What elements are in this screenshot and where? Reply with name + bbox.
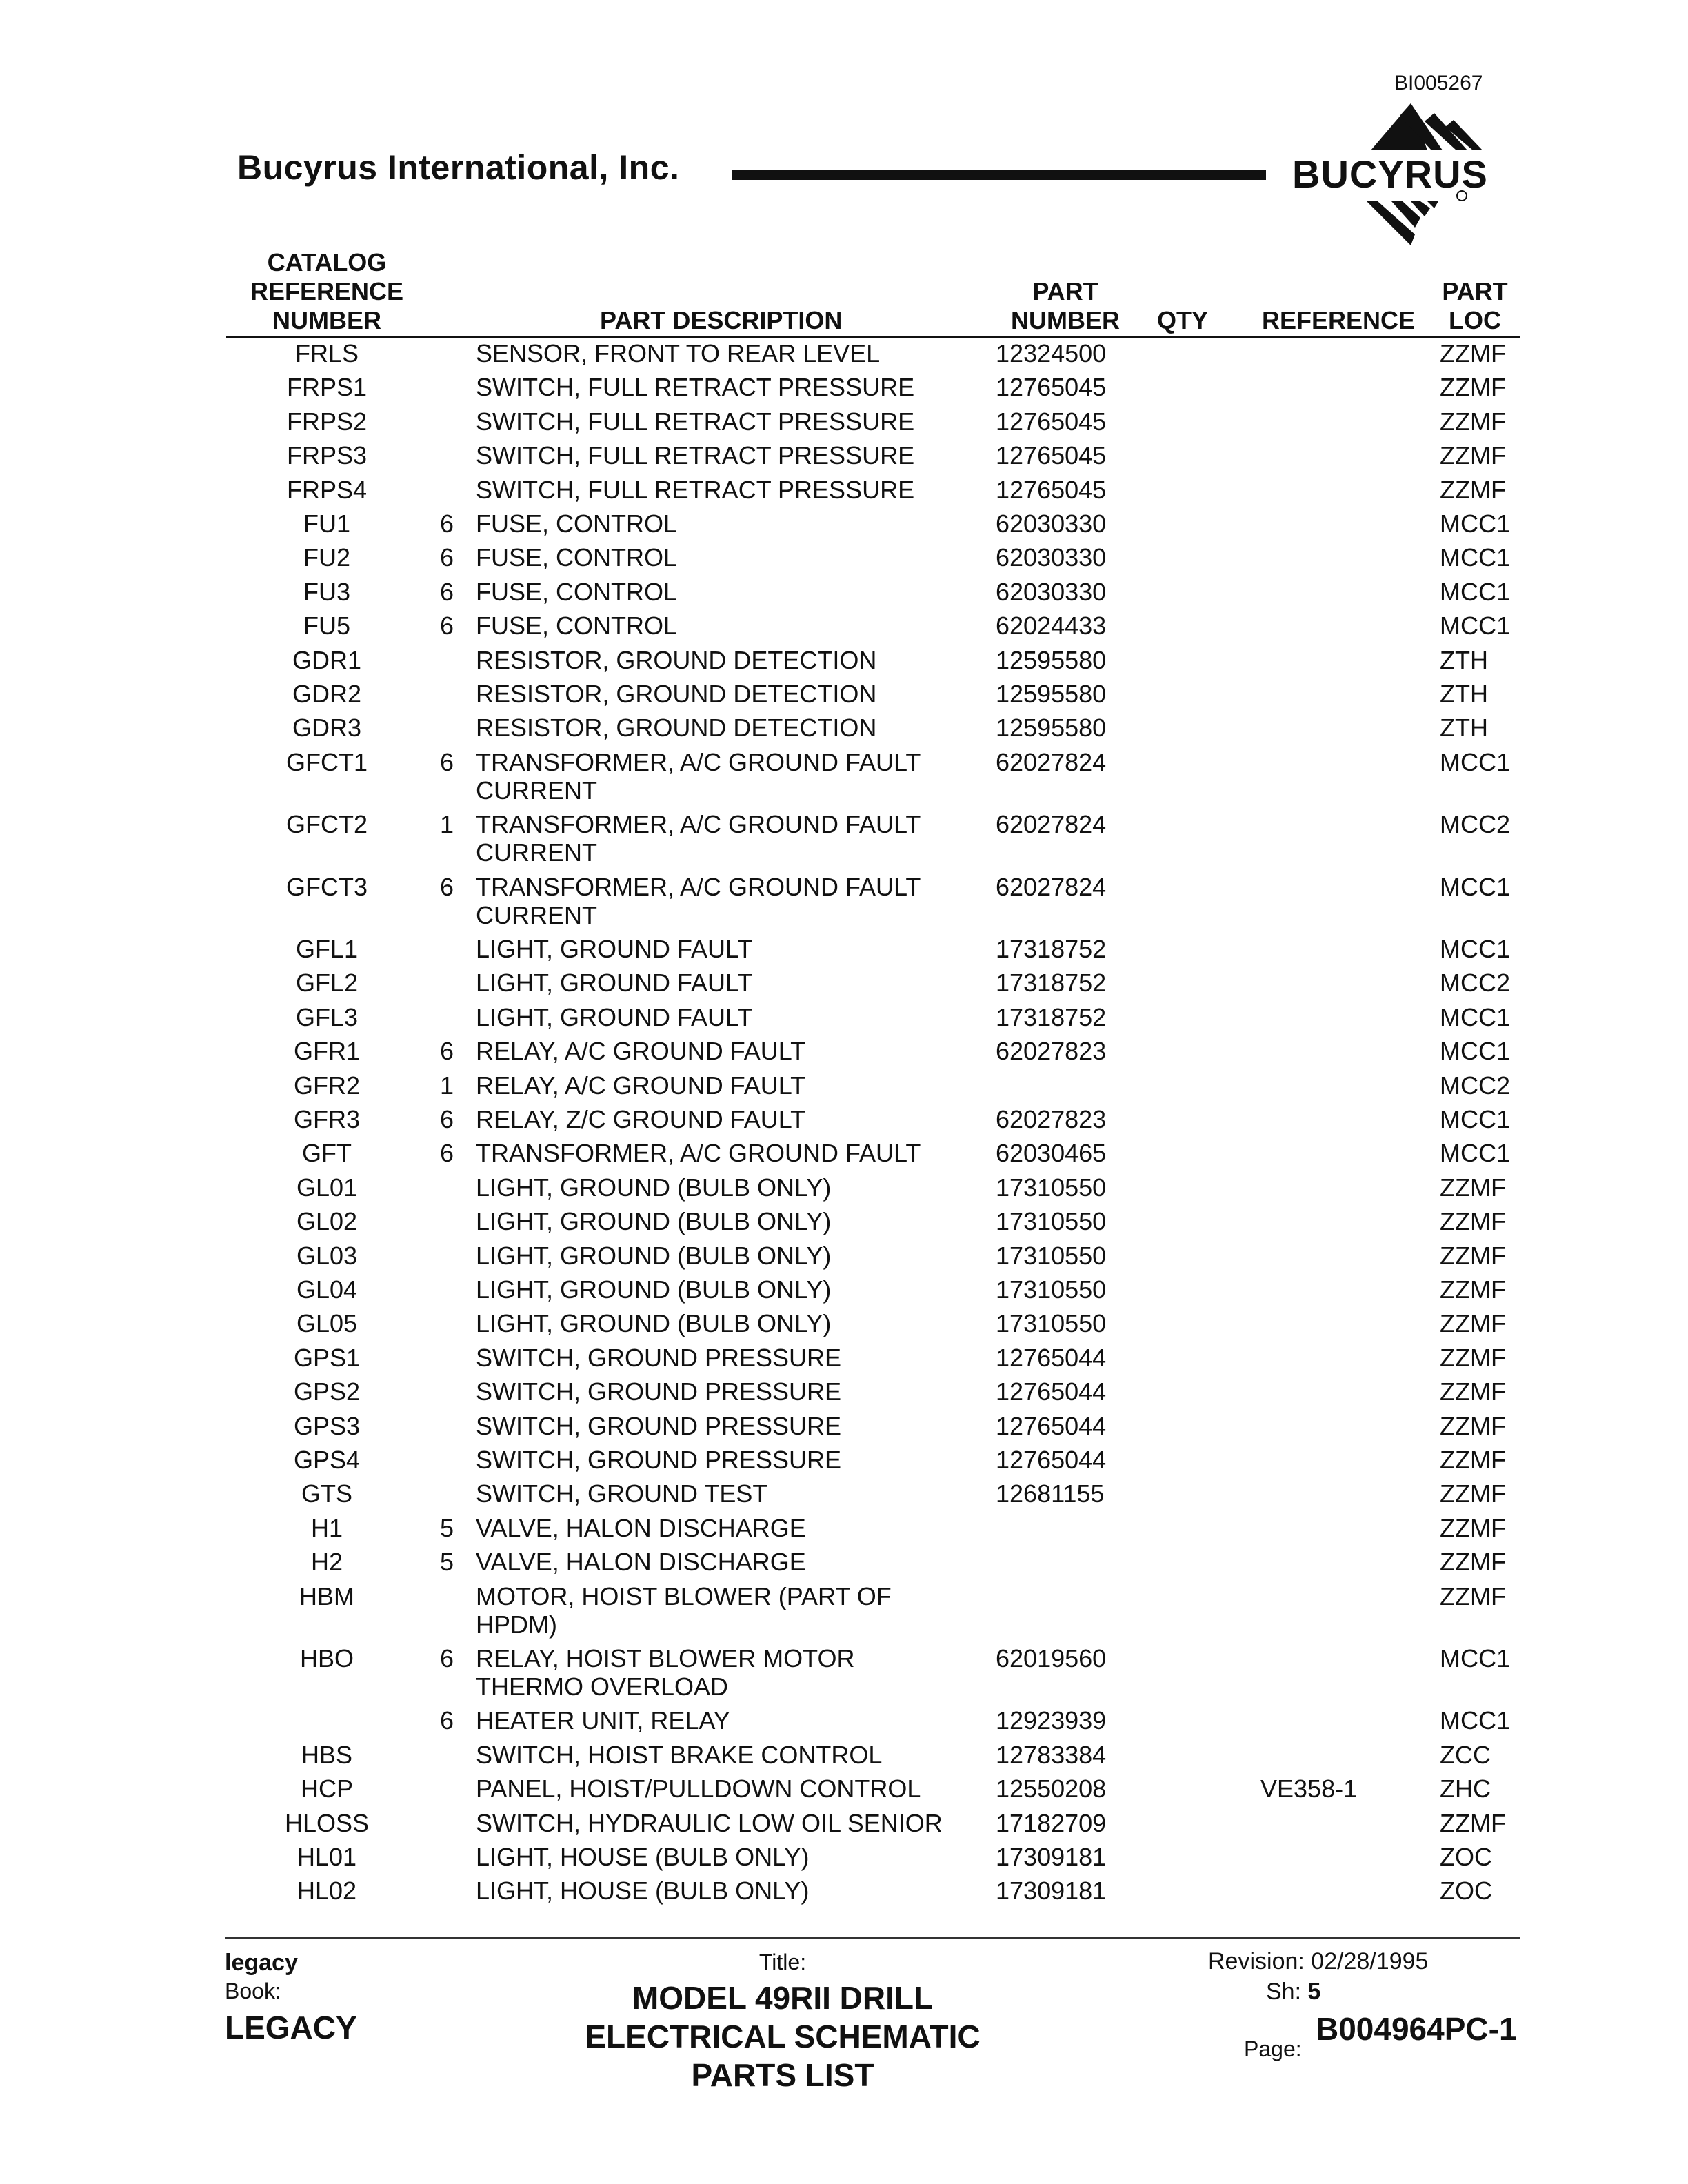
cell-catalog-reference: GDR2 [292, 680, 362, 708]
cell-catalog-reference: GL03 [296, 1241, 358, 1270]
footer-book-label: Book: [225, 1979, 281, 2003]
footer-title: MODEL 49RII DRILL ELECTRICAL SCHEMATIC PARTS LIST [585, 1980, 981, 2093]
cell-catalog-reference: FRPS2 [286, 407, 368, 436]
cell-part-number: 62030465 [996, 1139, 1107, 1168]
footer-sheet [1266, 1979, 1320, 2005]
cell-part-loc: ZOC [1440, 1877, 1492, 1905]
cell-part-loc: MCC1 [1440, 1139, 1511, 1168]
cell-part-loc: MCC1 [1440, 935, 1511, 963]
cell-catalog-reference: FU1 [303, 509, 350, 538]
cell-part-number: 62019560 [996, 1644, 1107, 1672]
cell-part-loc: ZZMF [1440, 1207, 1506, 1236]
cell-part-loc: MCC1 [1440, 1644, 1511, 1672]
cell-part-description: TRANSFORMER, A/C GROUND FAULT CURRENT [476, 747, 921, 805]
cell-part-loc: MCC1 [1440, 1706, 1511, 1735]
header-reference: REFERENCE [1262, 306, 1416, 334]
cell-part-description: RESISTOR, GROUND DETECTION [476, 680, 877, 708]
cell-part-number: 17310550 [996, 1241, 1107, 1270]
company-name: Bucyrus International, Inc. [237, 148, 680, 187]
cell-part-number: 12595580 [996, 645, 1107, 674]
cell-part-loc: ZTH [1440, 680, 1488, 708]
cell-part-loc: ZOC [1440, 1843, 1492, 1871]
cell-catalog-reference: FRPS1 [286, 373, 368, 402]
cell-part-loc: ZTH [1440, 645, 1488, 674]
cell-part-description: FUSE, CONTROL [476, 543, 678, 572]
cell-part-loc: ZZMF [1440, 475, 1506, 504]
cell-part-description: TRANSFORMER, A/C GROUND FAULT [476, 1139, 921, 1168]
cell-key: 6 [439, 543, 454, 572]
cell-part-description: TRANSFORMER, A/C GROUND FAULT CURRENT [476, 810, 921, 867]
cell-part-number: 17310550 [996, 1309, 1107, 1338]
cell-part-number: 17310550 [996, 1173, 1107, 1202]
cell-part-loc: ZZMF [1440, 1241, 1506, 1270]
cell-part-description: RELAY, HOIST BLOWER MOTOR THERMO OVERLOAD [476, 1644, 855, 1701]
cell-part-number: 62030330 [996, 543, 1107, 572]
cell-catalog-reference: GFR3 [293, 1105, 360, 1133]
cell-part-loc: MCC1 [1440, 509, 1511, 538]
cell-part-number: 12765044 [996, 1343, 1107, 1372]
cell-catalog-reference: GPS2 [293, 1377, 361, 1406]
cell-part-description: LIGHT, GROUND FAULT [476, 935, 753, 963]
cell-part-description: LIGHT, GROUND (BULB ONLY) [476, 1275, 832, 1304]
footer-revision: Revision: 02/28/1995 [1208, 1948, 1429, 1974]
cell-catalog-reference: GL01 [296, 1173, 358, 1202]
cell-part-description: LIGHT, GROUND FAULT [476, 969, 753, 998]
cell-catalog-reference: GDR1 [292, 645, 362, 674]
cell-part-number: 62024433 [996, 611, 1107, 640]
cell-part-loc: MCC1 [1440, 872, 1511, 901]
cell-part-loc: ZZMF [1440, 1808, 1506, 1837]
cell-part-number: 62027823 [996, 1105, 1107, 1133]
cell-part-loc: MCC1 [1440, 611, 1511, 640]
cell-part-description: LIGHT, GROUND (BULB ONLY) [476, 1173, 832, 1202]
cell-part-number: 17318752 [996, 1002, 1107, 1031]
cell-catalog-reference: HCP [300, 1775, 353, 1803]
cell-key: 1 [439, 1071, 454, 1100]
cell-catalog-reference: GTS [301, 1479, 352, 1508]
cell-catalog-reference: HBO [299, 1644, 354, 1672]
header-qty: QTY [1157, 306, 1209, 334]
cell-part-number: 17318752 [996, 969, 1107, 998]
cell-part-description: MOTOR, HOIST BLOWER (PART OF HPDM) [476, 1581, 892, 1639]
cell-catalog-reference: FU5 [303, 611, 350, 640]
cell-part-loc: ZCC [1440, 1740, 1491, 1769]
cell-part-description: RESISTOR, GROUND DETECTION [476, 714, 877, 742]
header-part-description: PART DESCRIPTION [600, 306, 843, 334]
cell-part-description: SENSOR, FRONT TO REAR LEVEL [476, 339, 881, 367]
cell-catalog-reference: HLOSS [284, 1808, 370, 1837]
cell-part-loc: ZZMF [1440, 1343, 1506, 1372]
cell-part-loc: ZZMF [1440, 373, 1506, 402]
cell-part-loc: MCC1 [1440, 747, 1511, 776]
cell-part-description: SWITCH, FULL RETRACT PRESSURE [476, 441, 915, 470]
footer-legacy: legacy [225, 1950, 298, 1976]
cell-part-loc: ZZMF [1440, 1309, 1506, 1338]
document-id: BI005267 [1394, 72, 1483, 94]
cell-part-number: 12765044 [996, 1411, 1107, 1440]
cell-catalog-reference: GFT [302, 1139, 352, 1168]
cell-part-number: 17318752 [996, 935, 1107, 963]
cell-part-loc: ZTH [1440, 714, 1488, 742]
cell-key: 1 [439, 810, 454, 839]
cell-part-loc: MCC1 [1440, 577, 1511, 606]
cell-key: 5 [439, 1548, 454, 1577]
cell-part-number: 62027823 [996, 1037, 1107, 1066]
cell-part-loc: ZZMF [1440, 1446, 1506, 1474]
footer-title-label: Title: [758, 1950, 807, 1974]
cell-catalog-reference: GFL2 [295, 969, 359, 998]
cell-part-description: RELAY, A/C GROUND FAULT [476, 1037, 806, 1066]
cell-part-description: SWITCH, FULL RETRACT PRESSURE [476, 475, 915, 504]
cell-part-number: 12595580 [996, 714, 1107, 742]
cell-key: 5 [439, 1513, 454, 1542]
cell-catalog-reference: GDR3 [292, 714, 362, 742]
cell-key: 6 [439, 747, 454, 776]
cell-part-description: SWITCH, GROUND PRESSURE [476, 1343, 842, 1372]
cell-catalog-reference: GFL3 [295, 1002, 359, 1031]
cell-part-loc: MCC2 [1440, 969, 1511, 998]
cell-part-loc: MCC1 [1440, 1105, 1511, 1133]
cell-part-description: SWITCH, HOIST BRAKE CONTROL [476, 1740, 883, 1769]
cell-part-number: 12550208 [996, 1775, 1107, 1803]
cell-part-loc: ZZMF [1440, 1377, 1506, 1406]
cell-part-loc: ZZMF [1440, 1479, 1506, 1508]
cell-key: 6 [439, 1644, 454, 1672]
cell-catalog-reference: GFR2 [293, 1071, 360, 1100]
cell-key: 6 [439, 1706, 454, 1735]
cell-catalog-reference: GFCT1 [285, 747, 368, 776]
cell-part-description: SWITCH, FULL RETRACT PRESSURE [476, 407, 915, 436]
footer-page-label: Page: [1244, 2036, 1302, 2061]
cell-part-description: SWITCH, GROUND TEST [476, 1479, 768, 1508]
cell-catalog-reference: HBS [301, 1740, 353, 1769]
cell-part-loc: MCC1 [1440, 1037, 1511, 1066]
cell-catalog-reference: GPS1 [293, 1343, 361, 1372]
cell-part-number: 12765045 [996, 373, 1107, 402]
cell-part-description: SWITCH, GROUND PRESSURE [476, 1446, 842, 1474]
cell-part-number: 12923939 [996, 1706, 1107, 1735]
header-part-loc: PART LOC [1442, 277, 1508, 334]
cell-catalog-reference: FRLS [294, 339, 359, 367]
cell-part-description: LIGHT, GROUND (BULB ONLY) [476, 1207, 832, 1236]
cell-part-description: LIGHT, GROUND (BULB ONLY) [476, 1309, 832, 1338]
cell-part-number: 12765045 [996, 407, 1107, 436]
cell-catalog-reference: HBM [299, 1581, 354, 1610]
cell-reference: VE358-1 [1260, 1775, 1358, 1803]
cell-catalog-reference: HL02 [297, 1877, 357, 1905]
cell-part-description: LIGHT, HOUSE (BULB ONLY) [476, 1843, 810, 1871]
cell-part-number: 62027824 [996, 810, 1107, 839]
cell-part-number: 12681155 [996, 1479, 1105, 1508]
footer-page-number: B004964PC-1 [1316, 2011, 1517, 2047]
cell-part-number: 12765044 [996, 1377, 1107, 1406]
cell-catalog-reference: H2 [310, 1548, 343, 1577]
cell-part-description: FUSE, CONTROL [476, 509, 678, 538]
cell-key: 6 [439, 1105, 454, 1133]
footer-book: LEGACY [225, 2010, 357, 2045]
footer-divider [225, 1937, 1520, 1939]
cell-key: 6 [439, 611, 454, 640]
header-catalog-reference: CATALOG REFERENCE NUMBER [250, 248, 404, 334]
cell-catalog-reference: GPS4 [293, 1446, 361, 1474]
cell-part-number: 12765044 [996, 1446, 1107, 1474]
cell-part-description: SWITCH, HYDRAULIC LOW OIL SENIOR [476, 1808, 943, 1837]
cell-part-description: HEATER UNIT, RELAY [476, 1706, 730, 1735]
cell-part-number: 62030330 [996, 577, 1107, 606]
cell-part-loc: ZZMF [1440, 407, 1506, 436]
cell-part-loc: ZZMF [1440, 1411, 1506, 1440]
cell-part-description: TRANSFORMER, A/C GROUND FAULT CURRENT [476, 872, 921, 929]
cell-part-number: 12765045 [996, 441, 1107, 470]
cell-part-description: PANEL, HOIST/PULLDOWN CONTROL [476, 1775, 921, 1803]
cell-catalog-reference: FU3 [303, 577, 350, 606]
cell-catalog-reference: GFCT2 [285, 810, 368, 839]
cell-part-description: LIGHT, GROUND FAULT [476, 1002, 753, 1031]
cell-part-description: LIGHT, GROUND (BULB ONLY) [476, 1241, 832, 1270]
cell-part-description: LIGHT, HOUSE (BULB ONLY) [476, 1877, 810, 1905]
cell-part-description: RELAY, Z/C GROUND FAULT [476, 1105, 806, 1133]
cell-catalog-reference: GFL1 [295, 935, 359, 963]
cell-key: 6 [439, 872, 454, 901]
cell-part-description: VALVE, HALON DISCHARGE [476, 1548, 806, 1577]
cell-part-loc: ZZMF [1440, 1548, 1506, 1577]
cell-catalog-reference: GPS3 [293, 1411, 361, 1440]
cell-part-description: RESISTOR, GROUND DETECTION [476, 645, 877, 674]
cell-part-loc: MCC2 [1440, 1071, 1511, 1100]
cell-catalog-reference: GFCT3 [285, 872, 368, 901]
cell-catalog-reference: FRPS4 [286, 475, 368, 504]
cell-catalog-reference: FU2 [303, 543, 350, 572]
cell-catalog-reference: GL04 [296, 1275, 358, 1304]
cell-part-description: SWITCH, GROUND PRESSURE [476, 1377, 842, 1406]
cell-part-number: 12765045 [996, 475, 1107, 504]
cell-part-description: SWITCH, FULL RETRACT PRESSURE [476, 373, 915, 402]
cell-part-number: 62030330 [996, 509, 1107, 538]
cell-part-description: VALVE, HALON DISCHARGE [476, 1513, 806, 1542]
cell-key: 6 [439, 1037, 454, 1066]
cell-part-number: 17310550 [996, 1275, 1107, 1304]
cell-part-number: 17309181 [996, 1877, 1107, 1905]
cell-part-loc: ZZMF [1440, 1173, 1506, 1202]
footer-sheet-label: Sh: [1266, 1979, 1302, 2005]
cell-part-number: 12783384 [996, 1740, 1107, 1769]
cell-part-description: FUSE, CONTROL [476, 577, 678, 606]
cell-part-number: 62027824 [996, 872, 1107, 901]
cell-key: 6 [439, 577, 454, 606]
cell-catalog-reference: HL01 [297, 1843, 357, 1871]
cell-part-number: 62027824 [996, 747, 1107, 776]
cell-part-loc: ZZMF [1440, 1513, 1506, 1542]
cell-catalog-reference: H1 [310, 1513, 343, 1542]
cell-part-number: 17309181 [996, 1843, 1107, 1871]
footer-sheet-number: 5 [1307, 1979, 1321, 2005]
cell-catalog-reference: GFR1 [293, 1037, 360, 1066]
cell-part-loc: ZHC [1440, 1775, 1491, 1803]
cell-part-number: 17182709 [996, 1808, 1107, 1837]
cell-part-loc: MCC1 [1440, 1002, 1511, 1031]
cell-part-description: SWITCH, GROUND PRESSURE [476, 1411, 842, 1440]
cell-part-loc: ZZMF [1440, 1581, 1506, 1610]
cell-catalog-reference: GL05 [296, 1309, 358, 1338]
cell-part-loc: ZZMF [1440, 339, 1506, 367]
cell-part-number: 17310550 [996, 1207, 1107, 1236]
cell-part-loc: MCC2 [1440, 810, 1511, 839]
cell-part-number: 12324500 [996, 339, 1107, 367]
cell-part-description: FUSE, CONTROL [476, 611, 678, 640]
logo-wordmark: BUCYRUS [1292, 152, 1488, 196]
cell-part-number: 12595580 [996, 680, 1107, 708]
cell-part-description: RELAY, A/C GROUND FAULT [476, 1071, 806, 1100]
cell-catalog-reference: GL02 [296, 1207, 358, 1236]
header-part-number: PART NUMBER [1011, 277, 1120, 334]
cell-part-loc: ZZMF [1440, 441, 1506, 470]
cell-part-loc: MCC1 [1440, 543, 1511, 572]
cell-catalog-reference: FRPS3 [286, 441, 368, 470]
cell-key: 6 [439, 509, 454, 538]
cell-key: 6 [439, 1139, 454, 1168]
cell-part-loc: ZZMF [1440, 1275, 1506, 1304]
